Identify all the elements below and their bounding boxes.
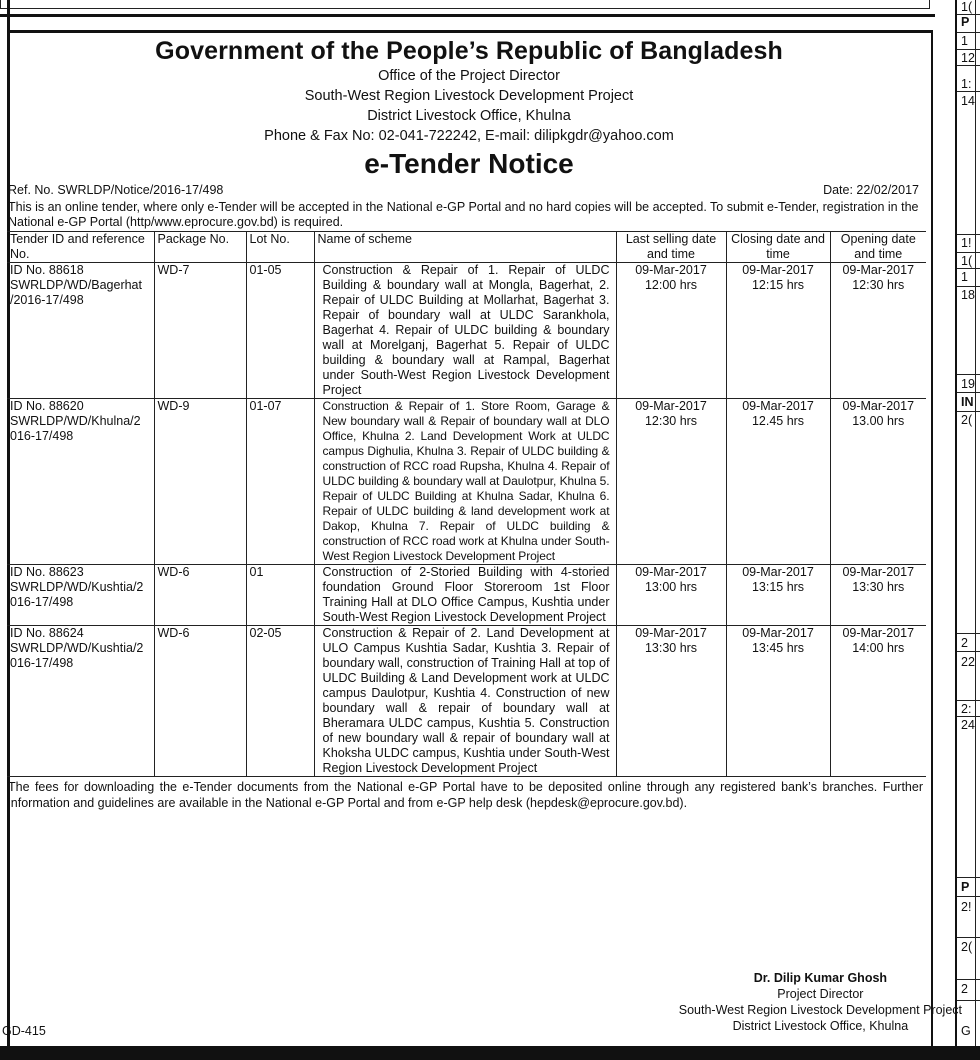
tender-id-cell: ID No. 88623 SWRLDP/WD/Kushtia/2 016-17/498 xyxy=(7,565,154,626)
selling-time: 13:00 hrs xyxy=(644,580,698,594)
right-fragment-text: 14 xyxy=(961,94,975,108)
opening-date: 09-Mar-2017 xyxy=(842,565,915,579)
table-row xyxy=(7,263,926,399)
notice-header xyxy=(7,37,931,181)
lot-cell: 02-05 xyxy=(246,626,314,777)
right-fragment-text: P xyxy=(961,880,970,894)
selling-date: 09-Mar-2017 xyxy=(635,399,707,413)
col-header-tender-id: Tender ID and reference No. xyxy=(7,232,154,263)
selling-cell xyxy=(616,263,726,399)
signatory-office: District Livestock Office, Khulna xyxy=(732,1019,909,1033)
scheme-cell: Construction & Repair of 2. Land Development at ULO Campus Kushtia Sadar, Kushtia 3. Repair of boundary wall, construction of Training Hall at top of ULDC Building & Land Development work at ULDC campus Daulotpur, Kushtia 4. Construction of new boundary wall & repair of boundary wall at Bheramara ULDC campus, Kushtia 5. Construction of new boundary wall & repair of boundary wall at Khoksha ULDC campus, Kushtia under South-West Region Livestock Development Project xyxy=(314,626,616,777)
right-fragment-text: 12 xyxy=(961,51,975,65)
notice-title: e-Tender Notice xyxy=(364,148,574,179)
right-fragment-text: G xyxy=(961,1024,971,1038)
reference-number: Ref. No. SWRLDP/Notice/2016-17/498 xyxy=(8,183,224,197)
right-fragment-text: 2 xyxy=(961,636,968,650)
contact-line: Phone & Fax No: 02-041-722242, E-mail: dilipkgdr@yahoo.com xyxy=(264,128,674,144)
right-fragment-text: 2 xyxy=(961,982,968,996)
col-header-selling: Last selling date and time xyxy=(616,232,726,263)
closing-time: 12:15 hrs xyxy=(751,278,805,292)
signatory-project: South-West Region Livestock Development Project xyxy=(678,1003,962,1017)
signature-block xyxy=(679,970,962,1034)
right-fragment-text: 18 xyxy=(961,288,975,302)
col-header-package: Package No. xyxy=(154,232,246,263)
tender-table xyxy=(7,231,926,777)
right-fragment-text: 24 xyxy=(961,718,975,732)
selling-time: 12:30 hrs xyxy=(644,414,698,428)
opening-time: 14:00 hrs xyxy=(852,641,905,655)
right-fragment-text: P xyxy=(961,15,970,29)
bottom-border-band xyxy=(0,1046,980,1060)
right-fragment-text: 2( xyxy=(961,413,973,427)
right-fragment-text: 2( xyxy=(961,940,973,954)
tender-id-cell: ID No. 88620 SWRLDP/WD/Khulna/2 016-17/498 xyxy=(7,399,154,565)
project-line: South-West Region Livestock Development Project xyxy=(304,88,634,104)
selling-date: 09-Mar-2017 xyxy=(635,263,707,277)
right-fragment-text: 22 xyxy=(961,655,975,669)
package-cell: WD-7 xyxy=(154,263,246,399)
office-line: Office of the Project Director xyxy=(378,68,560,84)
package-cell: WD-9 xyxy=(154,399,246,565)
intro-paragraph: This is an online tender, where only e-Tender will be accepted in the National e-GP Portal and no hard copies will be accepted. To submit e-Tender, registration in the National e-GP Portal (http/www.eprocure.gov.bd) is required. xyxy=(8,200,919,229)
scheme-cell: Construction of 2-Storied Building with 4-storied foundation Ground Floor Storeroom 1st Floor Training Hall at DLO Office Campus, Kushtia under South-West Region Livestock Development Project xyxy=(314,565,616,626)
right-fragment-text: 1! xyxy=(961,236,972,250)
selling-cell xyxy=(616,399,726,565)
closing-time: 13:45 hrs xyxy=(751,641,805,655)
selling-time: 12:00 hrs xyxy=(644,278,698,292)
selling-cell xyxy=(616,565,726,626)
right-fragment-text: 1( xyxy=(961,254,973,268)
package-cell: WD-6 xyxy=(154,626,246,777)
table-row xyxy=(7,565,926,626)
right-fragment-text: 1: xyxy=(961,77,972,91)
scheme-cell: Construction & Repair of 1. Store Room, Garage & New boundary wall & Repair of boundary wall at DLO Office, Khulna 2. Land Development Work at ULDC campus Dighulia, Khulna 3. Repair of ULDC building & construction of RCC road Rupsha, Khulna 4. Repair of ULDC building & boundary wall at Daulotpur, Khulna 5. Repair of ULDC Building at Khulna Sadar, Khulna 6. Repair of ULDC building & land development work at Dakop, Khulna 7. Repair of ULDC building & construction of RCC road work at Khulna under South-West Region Livestock Development Project xyxy=(314,399,616,565)
district-office-line: District Livestock Office, Khulna xyxy=(367,108,571,124)
opening-cell xyxy=(830,565,926,626)
tender-id-cell: ID No. 88618 SWRLDP/WD/Bagerhat /2016-17/498 xyxy=(7,263,154,399)
opening-time: 13.00 hrs xyxy=(852,414,905,428)
table-row xyxy=(7,626,926,777)
notice-code: GD-415 xyxy=(2,1024,46,1038)
closing-date: 09-Mar-2017 xyxy=(742,626,814,640)
col-header-lot: Lot No. xyxy=(246,232,314,263)
fees-paragraph: The fees for downloading the e-Tender documents from the National e-GP Portal have to be deposited online through any registered bank’s branches. Further information and guidelines are available in the National e-GP Portal and from e-GP help desk (hepdesk@eprocure.gov.bd). xyxy=(8,780,923,810)
right-fragment-text: 2! xyxy=(961,900,972,914)
closing-time: 12.45 hrs xyxy=(751,414,805,428)
package-cell: WD-6 xyxy=(154,565,246,626)
opening-cell xyxy=(830,626,926,777)
right-fragment-text: 19 xyxy=(961,377,975,391)
right-fragment-text: IN xyxy=(961,395,974,409)
col-header-closing: Closing date and time xyxy=(726,232,830,263)
right-fragment-text: 1 xyxy=(961,270,968,284)
adjacent-notice-right-fragment xyxy=(955,0,980,1046)
opening-cell xyxy=(830,399,926,565)
reference-row xyxy=(7,183,931,200)
table-row xyxy=(7,399,926,565)
tender-id-cell: ID No. 88624 SWRLDP/WD/Kushtia/2 016-17/498 xyxy=(7,626,154,777)
selling-cell xyxy=(616,626,726,777)
right-fragment-text: 2: xyxy=(961,702,972,716)
opening-date: 09-Mar-2017 xyxy=(842,626,915,640)
lot-cell: 01 xyxy=(246,565,314,626)
table-header-row xyxy=(7,232,926,263)
closing-date: 09-Mar-2017 xyxy=(742,263,814,277)
closing-cell xyxy=(726,399,830,565)
closing-cell xyxy=(726,263,830,399)
selling-date: 09-Mar-2017 xyxy=(635,565,707,579)
scheme-cell: Construction & Repair of 1. Repair of ULDC Building & boundary wall at Mongla, Bagerhat, 2. Repair of ULDC Building at Mollarhat, Bagerhat 3. Repair of boundary wall at ULDC Sarankhola, Bagerhat 4. Repair of ULDC building & boundary wall at Morelganj, Bagerhat 5. Repair of ULDC building & boundary wall at Rampal, Bagerhat under South-West Region Livestock Development Project xyxy=(314,263,616,399)
closing-date: 09-Mar-2017 xyxy=(742,399,814,413)
closing-time: 13:15 hrs xyxy=(751,580,805,594)
signatory-name: Dr. Dilip Kumar Ghosh xyxy=(753,971,888,985)
adjacent-notice-top-fragment xyxy=(0,0,935,17)
opening-date: 09-Mar-2017 xyxy=(842,263,915,277)
opening-time: 12:30 hrs xyxy=(852,278,905,292)
notice-date: Date: 22/02/2017 xyxy=(823,183,919,197)
selling-date: 09-Mar-2017 xyxy=(635,626,707,640)
closing-date: 09-Mar-2017 xyxy=(742,565,814,579)
lot-cell: 01-07 xyxy=(246,399,314,565)
right-fragment-text: 1( xyxy=(961,0,973,14)
signatory-title: Project Director xyxy=(777,987,864,1001)
lot-cell: 01-05 xyxy=(246,263,314,399)
col-header-scheme: Name of scheme xyxy=(314,232,616,263)
right-fragment-text: 1 xyxy=(961,34,968,48)
closing-cell xyxy=(726,565,830,626)
closing-cell xyxy=(726,626,830,777)
opening-date: 09-Mar-2017 xyxy=(842,399,915,413)
col-header-opening: Opening date and time xyxy=(830,232,926,263)
opening-time: 13:30 hrs xyxy=(852,580,905,594)
e-tender-notice xyxy=(7,30,933,1047)
opening-cell xyxy=(830,263,926,399)
selling-time: 13:30 hrs xyxy=(644,641,698,655)
government-title: Government of the People’s Republic of Bangladesh xyxy=(155,37,783,65)
